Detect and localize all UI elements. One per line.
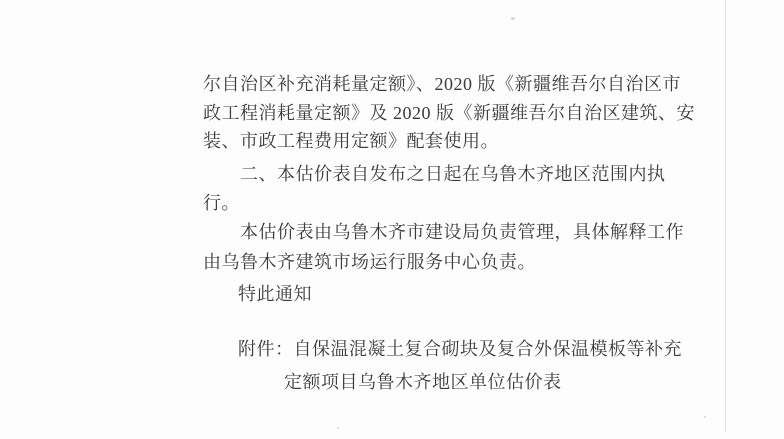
scan-page-edge-line	[725, 0, 726, 432]
body-text-line-4-item-two: 二、本估价表自发布之日起在乌鲁木齐地区范围内执	[240, 164, 666, 184]
scan-speck	[337, 427, 339, 429]
body-text-line-3: 装、市政工程费用定额》配套使用。	[203, 131, 499, 151]
closing-phrase: 特此通知	[238, 284, 312, 304]
body-text-line-2: 政工程消耗量定额》及 2020 版《新疆维吾尔自治区建筑、安	[203, 103, 695, 123]
attachment-line-1: 附件：自保温混凝土复合砌块及复合外保温模板等补充	[238, 339, 682, 359]
scan-speck	[704, 416, 706, 418]
body-text-line-1: 尔自治区补充消耗量定额》、2020 版《新疆维吾尔自治区市	[203, 74, 681, 94]
body-text-line-5: 行。	[203, 193, 240, 213]
scan-speck	[511, 17, 515, 20]
body-text-line-7: 由乌鲁木齐建筑市场运行服务中心负责。	[203, 252, 536, 272]
attachment-line-2: 定额项目乌鲁木齐地区单位估价表	[284, 372, 562, 392]
body-text-line-6: 本估价表由乌鲁木齐市建设局负责管理，具体解释工作	[240, 222, 684, 242]
